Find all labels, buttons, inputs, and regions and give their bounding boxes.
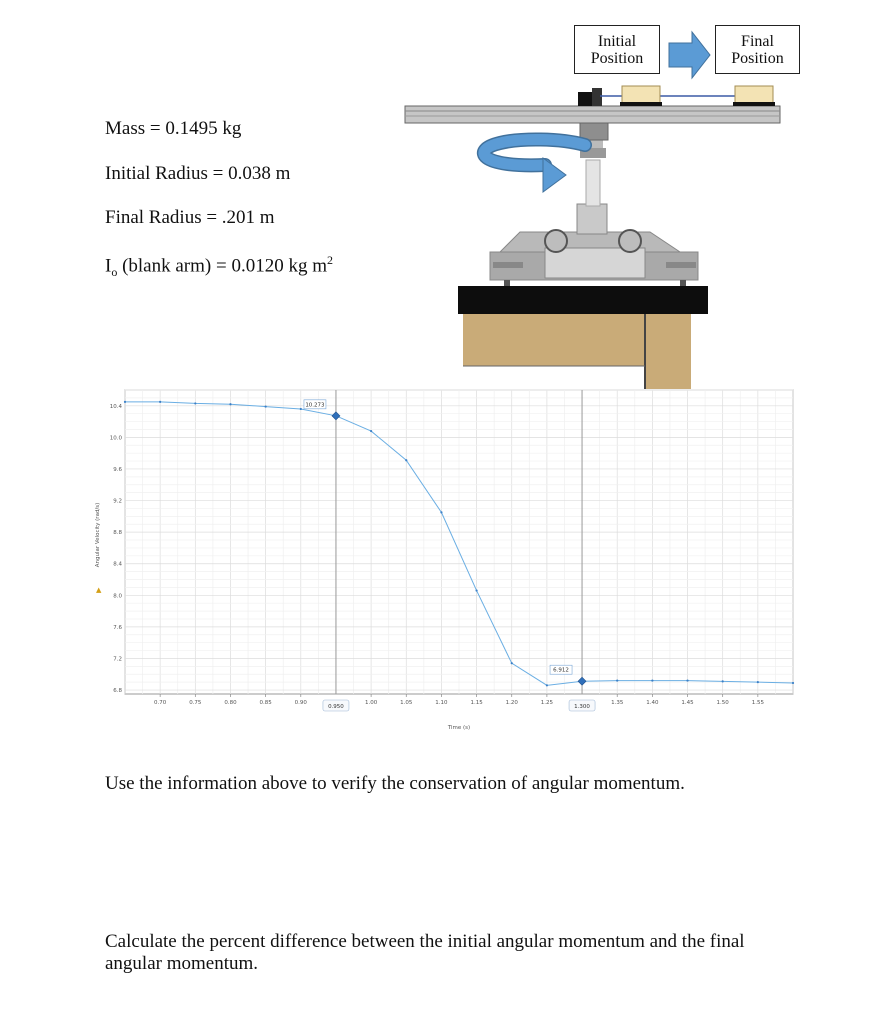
data-point [124, 401, 126, 403]
data-point [616, 679, 618, 681]
data-point [686, 679, 688, 681]
y-tick-label: 8.8 [113, 530, 122, 537]
data-point [440, 511, 442, 513]
data-point [159, 401, 161, 403]
data-point [475, 589, 477, 591]
y-tick-label: 10.0 [109, 435, 122, 442]
rotating-arm [405, 86, 780, 123]
x-tick-label: 1.05 [400, 700, 413, 706]
x-tick-label: 1.35 [611, 700, 624, 706]
final-position-label: Final Position [715, 25, 800, 74]
x-tick-label: 1.55 [751, 700, 764, 706]
data-point [229, 403, 231, 405]
rotation-arrow-icon [484, 139, 585, 192]
x-tick-labels [154, 694, 764, 706]
data-point [405, 459, 407, 461]
cursor-x-label: 0.950 [328, 704, 344, 710]
y-tick-label: 8.4 [113, 561, 122, 568]
y-tick-label: 7.2 [113, 656, 122, 663]
y-tick-labels [110, 404, 123, 694]
y-axis-label: Angular Velocity (rad/s) [95, 502, 101, 568]
rotation-apparatus-illustration [0, 0, 890, 390]
y-tick-label: 9.6 [113, 466, 122, 473]
y-tick-label: 10.4 [109, 403, 122, 410]
x-tick-label: 0.80 [224, 700, 237, 706]
question-percent-difference: Calculate the percent difference between the initial angular momentum and the final angular momentum. [105, 931, 745, 974]
inertia-value: $I_o$ (blank arm) = 0.0120 kg $m^2$ [105, 253, 333, 280]
question-verify-conservation: Use the information above to verify the conservation of angular momentum. [105, 773, 685, 794]
x-tick-label: 0.70 [154, 700, 167, 706]
x-tick-label: 1.40 [646, 700, 659, 706]
x-tick-label: 1.00 [364, 700, 378, 706]
initial-position-label: Initial Position [574, 25, 660, 74]
x-tick-label: 1.45 [681, 700, 694, 706]
data-point [300, 408, 302, 410]
x-tick-label: 1.15 [470, 700, 483, 706]
x-tick-label: 0.85 [259, 700, 272, 706]
mass-value: Mass = 0.1495 kg [105, 118, 242, 139]
cursor-value-label: 10.273 [305, 402, 325, 409]
x-tick-label: 0.75 [189, 700, 202, 706]
final-radius-value: Final Radius = .201 m [105, 207, 275, 228]
data-point [792, 682, 794, 684]
angular-velocity-chart [0, 385, 890, 745]
y-tick-label: 7.6 [113, 624, 122, 631]
table [458, 286, 708, 389]
x-tick-label: 1.20 [505, 700, 518, 706]
cursor-x-label: 1.300 [574, 704, 590, 710]
data-point [370, 430, 372, 432]
x-tick-label: 0.90 [294, 700, 307, 706]
data-point [651, 679, 653, 681]
data-point [194, 402, 196, 404]
y-tick-label: 9.2 [113, 498, 122, 505]
x-axis-label: Time (s) [447, 725, 471, 731]
data-point [757, 681, 759, 683]
data-point [511, 662, 513, 664]
y-tick-label: 6.8 [113, 688, 122, 695]
data-point [265, 405, 267, 407]
data-point [546, 684, 548, 686]
x-tick-label: 1.50 [716, 700, 729, 706]
right-arrow-icon [669, 32, 710, 78]
x-tick-label: 1.25 [540, 700, 554, 706]
y-tick-label: 8.0 [113, 593, 122, 600]
cursor-value-label: 6.912 [553, 667, 569, 674]
warning-icon: ▲ [96, 586, 102, 594]
data-point [722, 680, 724, 682]
initial-radius-value: Initial Radius = 0.038 m [105, 163, 291, 184]
x-tick-label: 1.10 [435, 700, 448, 706]
